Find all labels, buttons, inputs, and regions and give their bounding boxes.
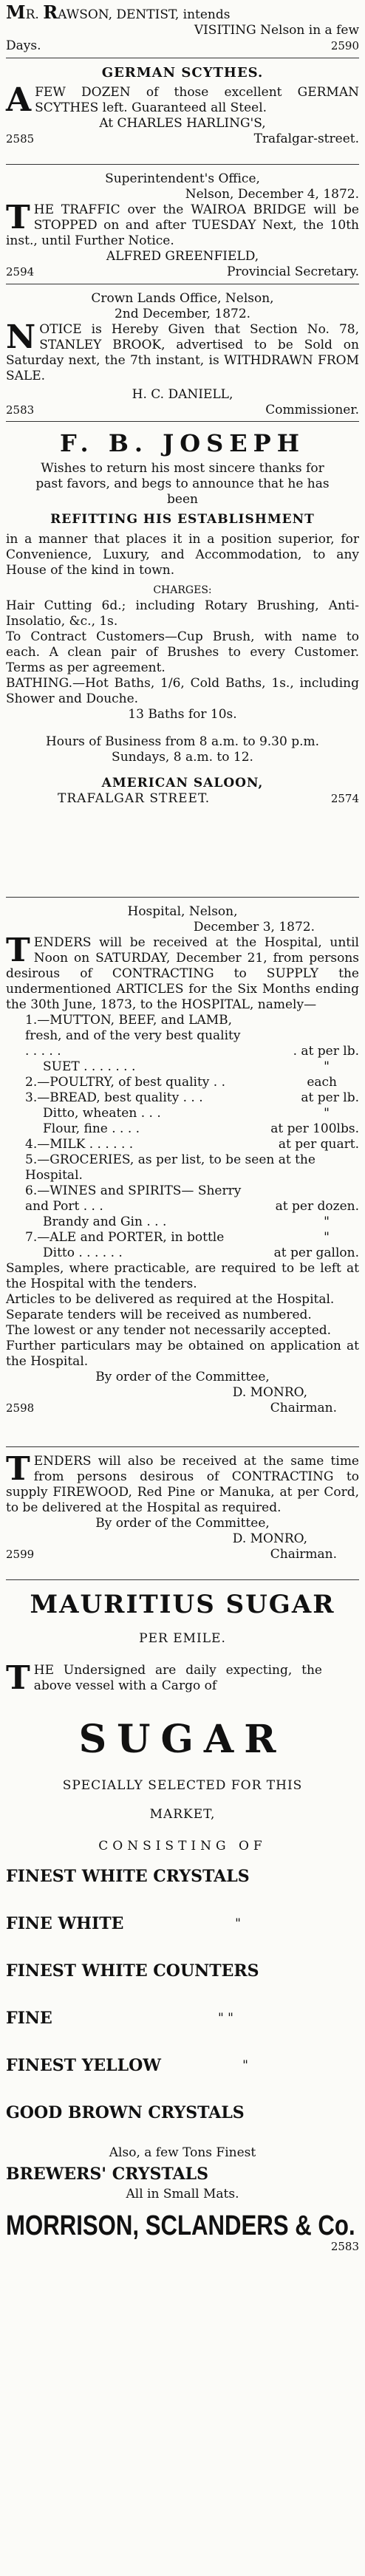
ad-body: in a manner that places it in a position superior, for Convenience, Luxury, and Accommodation, to any House of the kind in town. <box>6 532 359 578</box>
ad-mats: All in Small Mats. <box>126 2187 239 2201</box>
ad-separate: Separate tenders will be received as numbered. <box>6 1308 312 1322</box>
ad-date: December 3, 1872. <box>193 920 315 935</box>
ad-consisting: CONSISTING OF <box>98 1839 267 1854</box>
ad-title: Provincial Secretary. <box>227 264 359 279</box>
ad-body: TENDERS will also be received at the same time from persons desirous of CONTRACTING to supply FIREWOOD, Red Pine or Manuka, at per Cord, to be delivered at the Hospital as required. <box>6 1450 359 1515</box>
ad-body: NOTICE is Hereby Given that Section No. 78, STANLEY BROOK, advertised to be Sold on Saturday next, the 7th instant, is WITHDRAWN FROM SALE. <box>6 318 359 383</box>
list-item: FINEST WHITE COUNTERS <box>6 1961 259 1981</box>
divider <box>6 421 359 422</box>
rawson-line2: VISITING Nelson in a few <box>194 23 359 38</box>
ad-order: By order of the Committee, <box>95 1516 270 1531</box>
ad-signer: H. C. DANIELL, <box>132 387 233 402</box>
ad-title: Chairman. <box>270 1401 337 1415</box>
ad-hospital <box>6 904 359 1416</box>
ad-lands <box>6 291 359 418</box>
ad-contract: To Contract Customers—Cup Brush, with name to each. A clean pair of Brushes to every Customer. Terms as per agreement. <box>6 629 359 675</box>
ad-per: PER EMILE. <box>139 1631 226 1646</box>
ad-rawson <box>6 1 359 54</box>
ad-body: TENDERS will be received at the Hospital, until Noon on SATURDAY, December 21, from persons desirous of CONTRACTING to SUPPLY the undermentioned ARTICLES for the Six Months ending the 30th June, 1873, to the HOSPITAL, namely— <box>6 932 359 1012</box>
ad-code: 2599 <box>6 1548 35 1561</box>
ad-code: 2583 <box>330 2240 359 2253</box>
list-item: FINEST WHITE CRYSTALS <box>6 1867 250 1886</box>
ad-heading: GERMAN SCYTHES. <box>101 65 264 81</box>
ad-office: Crown Lands Office, Nelson, <box>91 291 274 306</box>
ad-saloon: AMERICAN SALOON, <box>101 776 264 790</box>
list-item: 2.—POULTRY, of best quality . . each <box>25 1075 337 1090</box>
ad-street: TRAFALGAR STREET. <box>58 791 211 806</box>
ad-order: By order of the Committee, <box>95 1370 270 1384</box>
list-item: 5.—GROCERIES, as per list, to be seen at the Hospital. <box>25 1152 315 1183</box>
list-item: Ditto . . . . . . at per gallon. <box>43 1246 359 1260</box>
ad-date: 2nd December, 1872. <box>114 307 251 321</box>
ad-market: MARKET, <box>149 1807 216 1822</box>
ad-date: Nelson, December 4, 1872. <box>185 187 359 202</box>
ad-firm: MORRISON, SCLANDERS & Co. <box>6 2210 355 2241</box>
ad-deliver: Articles to be delivered as required at the Hospital. <box>6 1292 335 1307</box>
list-item: FINE WHITE " <box>6 1914 241 1933</box>
ad-intro: Wishes to return his most sincere thanks for past favors, and begs to announce that he has been <box>35 461 330 507</box>
ad-also: Also, a few Tons Finest <box>109 2145 256 2160</box>
ad-code: 2585 <box>6 132 35 146</box>
ad-signer: D. MONRO, <box>232 1385 307 1400</box>
rawson-line3: Days. <box>6 38 41 53</box>
ad-at: At CHARLES HARLING'S, <box>99 116 266 131</box>
list-item: 1.—MUTTON, BEEF, and LAMB, fresh, and of the very best quality . . . . . . at per lb. <box>25 1013 359 1059</box>
list-item: FINEST YELLOW " <box>6 2056 248 2075</box>
ad-subheading: REFITTING HIS ESTABLISHMENT <box>50 512 315 527</box>
divider <box>6 164 359 165</box>
divider <box>6 1579 359 1580</box>
ad-heading: MAURITIUS SUGAR <box>30 1590 335 1619</box>
ad-scythes <box>6 65 359 147</box>
ad-title: Commissioner. <box>265 403 359 417</box>
ad-sugar-word: SUGAR <box>78 1717 287 1762</box>
ad-bathing: BATHING.—Hot Baths, 1/6, Cold Baths, 1s., including Shower and Douche. <box>6 676 359 706</box>
ad-signer: ALFRED GREENFIELD, <box>106 249 259 264</box>
sugar-list <box>6 1869 359 2145</box>
ad-code: 2583 <box>6 403 35 417</box>
ad-body: A FEW DOZEN of those excellent GERMAN SCYTHES left. Guaranteed all Steel. <box>6 81 359 119</box>
ad-selected: SPECIALLY SELECTED FOR THIS <box>62 1778 303 1793</box>
ad-street: Trafalgar-street. <box>253 131 359 146</box>
ad-hours: Hours of Business from 8 a.m. to 9.30 p.m. <box>45 734 320 749</box>
ad-brewers: BREWERS' CRYSTALS <box>6 2165 208 2184</box>
ad-body: THE TRAFFIC over the WAIROA BRIDGE will be STOPPED on and after TUESDAY Next, the 10th inst., until Further Notice. <box>6 199 359 248</box>
list-item: Flour, fine . . . . at per 100lbs. <box>43 1121 359 1136</box>
rawson-line1: MR. RAWSON, DENTIST, intends <box>6 1 231 23</box>
ad-title: Chairman. <box>270 1547 337 1562</box>
ad-sugar <box>6 1588 359 2255</box>
ad-signer: D. MONRO, <box>232 1531 307 1546</box>
list-item: 3.—BREAD, best quality . . . at per lb. <box>25 1090 359 1105</box>
ad-firewood <box>6 1450 359 1562</box>
ad-hair: Hair Cutting 6d.; including Rotary Brushing, Anti-Insolatio, &c., 1s. <box>6 598 359 629</box>
list-item: Ditto, wheaten . . . " <box>43 1106 330 1121</box>
ad-office: Superintendent's Office, <box>105 171 260 186</box>
list-item: SUET . . . . . . . " <box>43 1059 330 1074</box>
ad-bridge <box>6 171 359 280</box>
ad-lowest: The lowest or any tender not necessarily accepted. <box>6 1323 332 1338</box>
ad-code: 2594 <box>6 265 35 279</box>
item-list <box>6 1013 359 1261</box>
ad-place: Hospital, Nelson, <box>127 904 238 919</box>
ad-baths: 13 Baths for 10s. <box>128 707 237 722</box>
list-item: 7.—ALE and PORTER, in bottle " <box>25 1230 330 1245</box>
divider <box>6 897 359 898</box>
ad-code: 2598 <box>6 1401 35 1415</box>
ad-samples: Samples, where practicable, are required to be left at the Hospital with the tenders. <box>6 1261 359 1291</box>
list-item: Brandy and Gin . . . " <box>43 1214 330 1229</box>
ad-body: THE Undersigned are daily expecting, the above vessel with a Cargo of <box>6 1659 322 1697</box>
list-item: FINE " " <box>6 2009 233 2028</box>
list-item: 6.—WINES and SPIRITS— Sherry and Port . . . at per dozen. <box>25 1183 359 1214</box>
ad-sundays: Sundays, 8 a.m. to 12. <box>112 750 253 765</box>
ad-code: 2574 <box>330 792 359 805</box>
ad-joseph <box>6 428 359 807</box>
list-item: 4.—MILK . . . . . . at per quart. <box>25 1137 359 1152</box>
ad-further: Further particulars may be obtained on application at the Hospital. <box>6 1339 359 1369</box>
list-item: GOOD BROWN CRYSTALS <box>6 2103 245 2122</box>
divider <box>6 1446 359 1447</box>
ad-charges: CHARGES: <box>153 584 212 596</box>
ad-code: 2590 <box>330 39 359 52</box>
ad-heading: F. B. JOSEPH <box>60 429 305 457</box>
